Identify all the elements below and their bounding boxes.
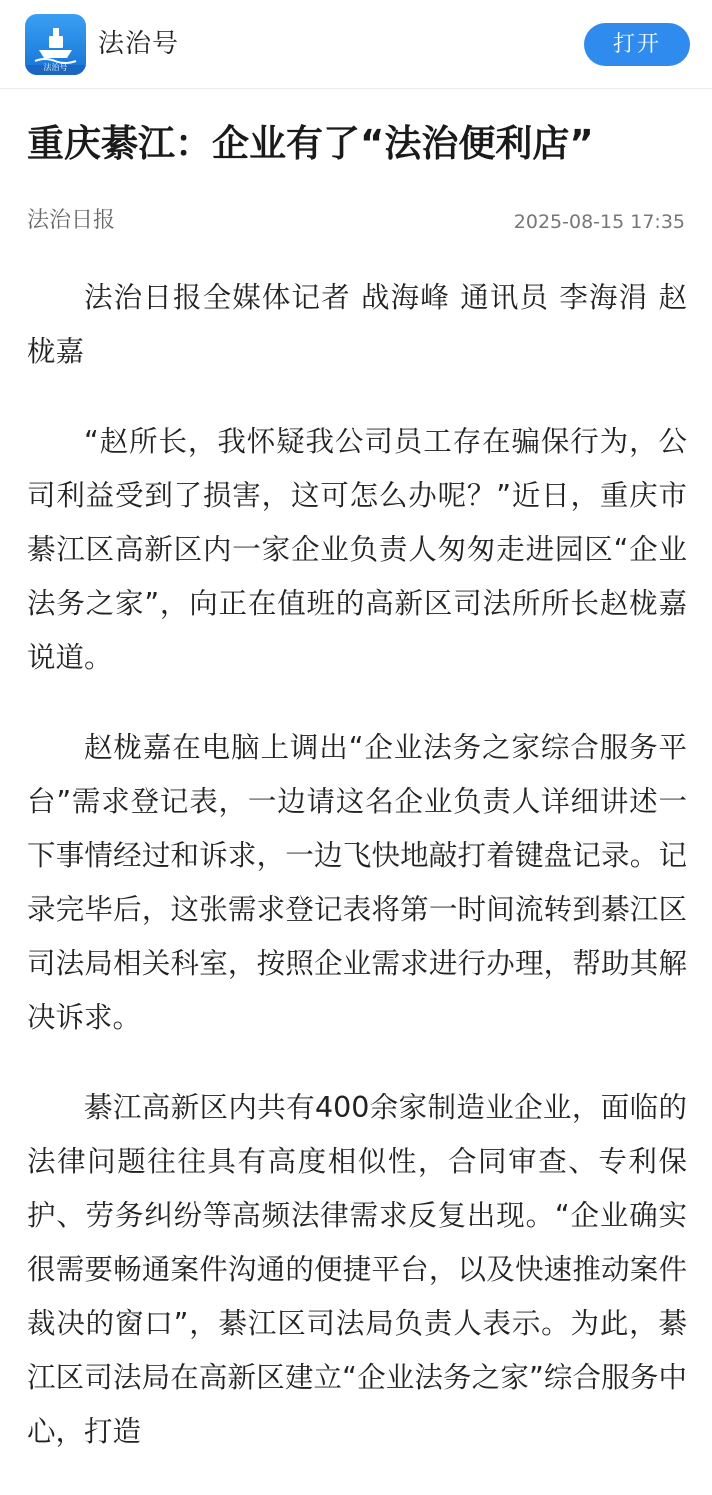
article-body (27, 271, 687, 1495)
article-source: 法治日报 (27, 208, 116, 233)
article-title: 重庆綦江：企业有了“法治便利店” (27, 122, 594, 165)
article-timestamp: 2025-08-15 17:35 (513, 211, 685, 233)
article-paragraph: 赵栊嘉在电脑上调出“企业法务之家综合服务平台”需求登记表，一边请这名企业负责人详细讲述一下事情经过和诉求，一边飞快地敲打着键盘记录。记录完毕后，这张需求登记表将第一时间流转到綦江区司法局相关科室，按照企业需求进行办理，帮助其解决诉求。 (27, 731, 687, 1034)
open-app-button[interactable]: 打开 (584, 23, 690, 66)
app-download-banner (0, 0, 712, 89)
article-paragraph-byline: 法治日报全媒体记者 战海峰 通讯员 李海涓 赵栊嘉 (27, 281, 687, 368)
article-paragraph: 綦江高新区内共有400余家制造业企业，面临的法律问题往往具有高度相似性，合同审查、专利保护、劳务纠纷等高频法律需求反复出现。“企业确实很需要畅通案件沟通的便捷平台，以及快速推动案件裁决的窗口”，綦江区司法局负责人表示。为此，綦江区司法局在高新区建立“企业法务之家”综合服务中心，打造 (27, 1091, 687, 1448)
logo-caption: 法治号 (43, 63, 68, 72)
article-paragraph: “赵所长，我怀疑我公司员工存在骗保行为，公司利益受到了损害，这可怎么办呢？”近日，重庆市綦江区高新区内一家企业负责人匆匆走进园区“企业法务之家”，向正在值班的高新区司法所所长赵栊嘉说道。 (27, 425, 687, 674)
app-name: 法治号 (98, 29, 180, 59)
app-logo[interactable] (25, 14, 86, 75)
